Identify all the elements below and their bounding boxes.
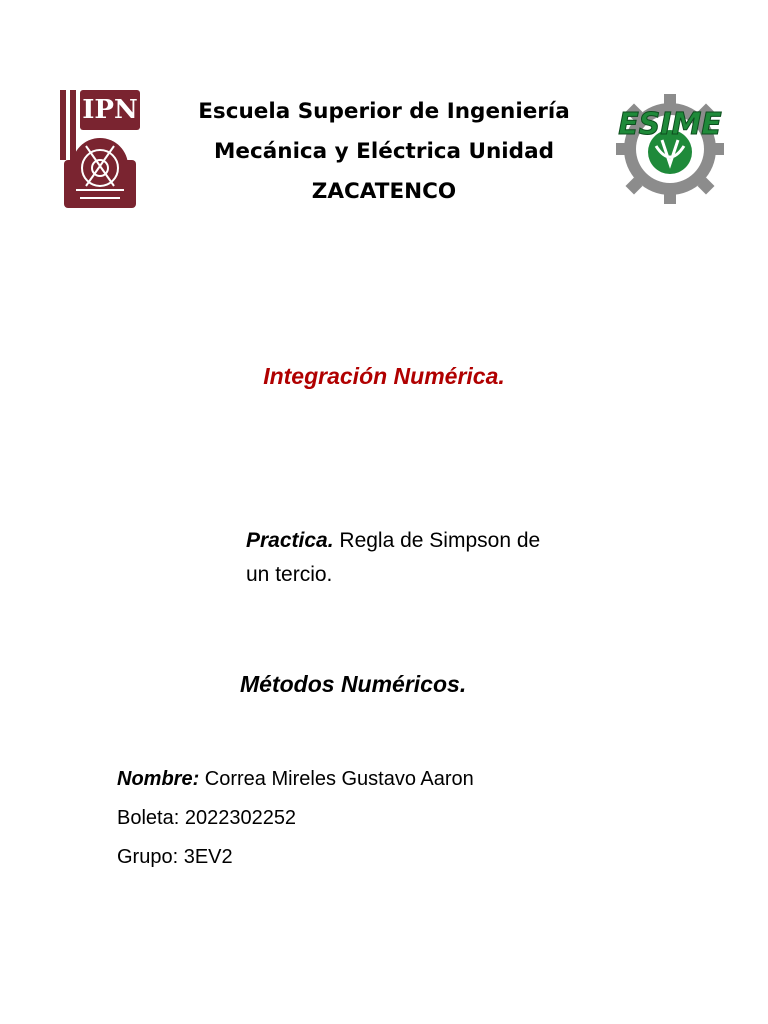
student-name-row	[117, 764, 477, 794]
name-label: Nombre:	[117, 768, 200, 790]
boleta-row	[117, 803, 477, 833]
school-line-2: Mecánica y Eléctrica Unidad	[214, 139, 554, 164]
boleta-label: Boleta:	[117, 807, 180, 829]
grupo-value: 3EV2	[183, 846, 233, 868]
student-info	[117, 764, 477, 872]
practice-label: Practica.	[246, 529, 334, 552]
document-title: Integración Numérica.	[263, 363, 505, 389]
practice-text: Regla de Simpson de un tercio.	[246, 529, 541, 586]
practice-description	[246, 524, 546, 592]
course-name: Métodos Numéricos.	[240, 671, 467, 697]
ipn-logo	[56, 86, 144, 212]
esime-logo-text: ESIME	[618, 107, 722, 142]
school-line-3: ZACATENCO	[311, 179, 457, 204]
ipn-logo-text: IPN	[82, 95, 138, 125]
name-value: Correa Mireles Gustavo Aaron	[204, 768, 474, 790]
grupo-label: Grupo:	[117, 846, 179, 868]
school-line-1: Escuela Superior de Ingeniería	[198, 99, 570, 124]
grupo-row	[117, 842, 477, 872]
boleta-value: 2022302252	[184, 807, 297, 829]
school-name	[160, 92, 608, 212]
esime-logo	[608, 94, 732, 204]
